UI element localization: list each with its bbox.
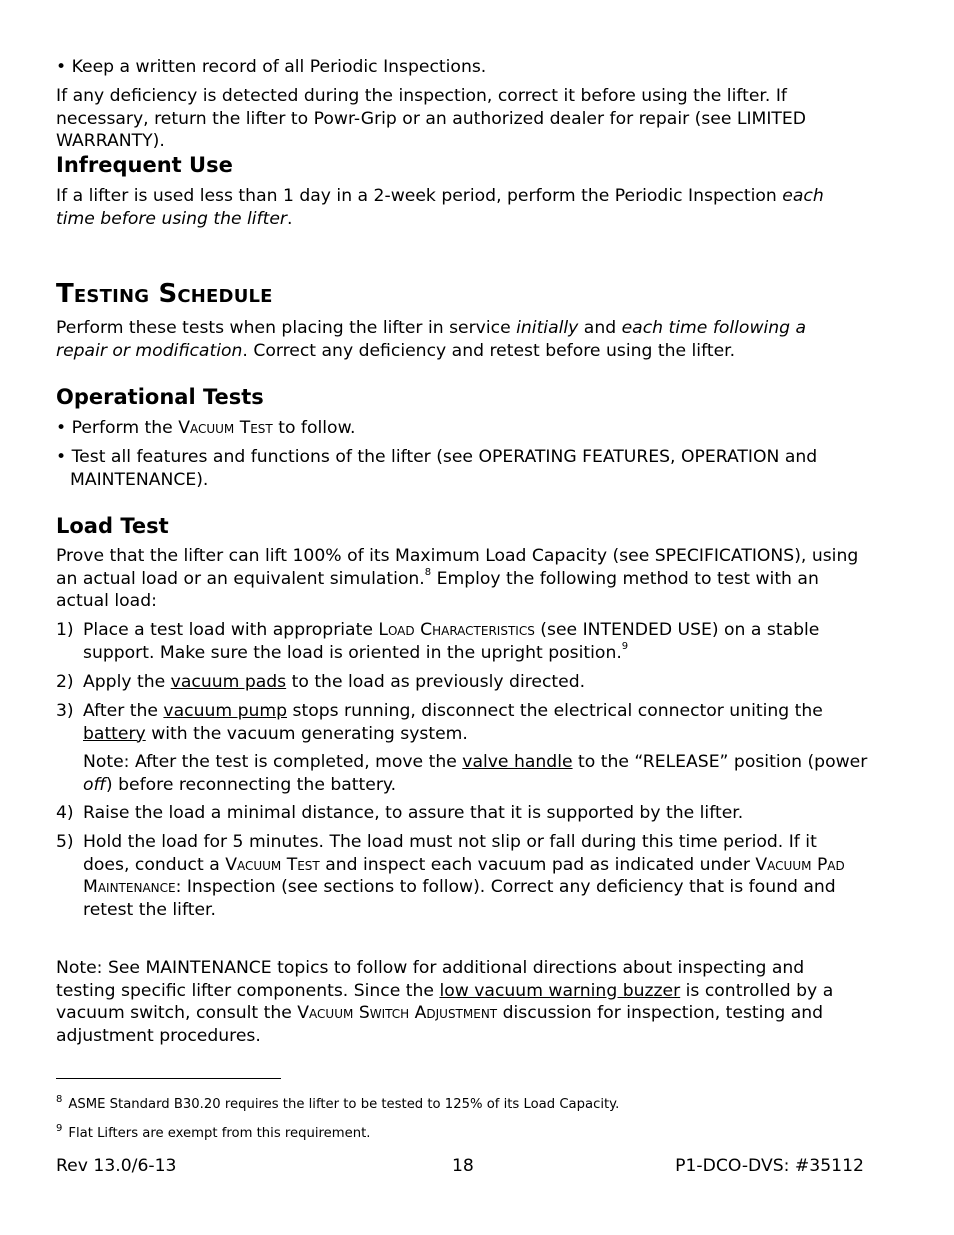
load-step-4: 4) Raise the load a minimal distance, to assure that it is supported by the lifter. bbox=[56, 803, 744, 823]
load-step-2: 2) Apply the vacuum pads to the load as previously directed. bbox=[56, 672, 586, 692]
low-vacuum-buzzer-link[interactable]: low vacuum warning buzzer bbox=[439, 980, 681, 1001]
valve-handle-link[interactable]: valve handle bbox=[462, 752, 573, 772]
infrequent-use-text: If a lifter is used less than 1 day in a 2-week period, perform the Periodic Inspection each time before using the lifter. bbox=[56, 186, 824, 229]
revision-label: Rev 13.0/6-13 bbox=[56, 1156, 177, 1176]
footnote-divider bbox=[56, 1078, 281, 1079]
maintenance-note: Note: See MAINTENANCE topics to follow for additional directions about inspecting and testing specific lifter components. Since the low vacuum warning buzzer is controlled by a vacuum switch, consult the Vacuum Switch Adjustment discussion for inspection, testing and adjustment procedures. bbox=[56, 958, 834, 1046]
load-step-5: 5) Hold the load for 5 minutes. The load must not slip or fall during this time period. If it does, conduct a Vacuum Test and inspect each vacuum pad as indicated under Vacuum Pad Maintenance: Inspection (see sections to follow). Correct any deficiency that is found and retest the lifter. bbox=[56, 832, 845, 920]
operational-tests-heading: Operational Tests bbox=[56, 385, 264, 409]
record-bullet: • Keep a written record of all Periodic Inspections. bbox=[56, 57, 487, 77]
operational-bullet-features: • Test all features and functions of the lifter (see OPERATING FEATURES, OPERATION and MAINTENANCE). bbox=[56, 447, 818, 490]
load-step-1: 1) Place a test load with appropriate Load Characteristics (see INTENDED USE) on a stable support. Make sure the load is oriented in the upright position.$^9$ bbox=[56, 620, 820, 663]
deficiency-paragraph: If any deficiency is detected during the inspection, correct it before using the lifter. If necessary, return the lifter to Powr-Grip or an authorized dealer for repair (see LIMITED WARRANTY). bbox=[56, 86, 807, 152]
testing-schedule-heading: Testing Schedule bbox=[56, 279, 273, 309]
load-step-3: 3) After the vacuum pump stops running, disconnect the electrical connector uniting the battery with the vacuum generating system. bbox=[56, 701, 823, 744]
load-test-heading: Load Test bbox=[56, 514, 169, 538]
testing-schedule-intro: Perform these tests when placing the lifter in service initially and each time following a repair or modification. Correct any deficiency and retest before using the lifter. bbox=[56, 318, 807, 361]
battery-link[interactable]: battery bbox=[83, 723, 146, 744]
document-number: P1-DCO-DVS: #35112 bbox=[675, 1156, 864, 1176]
footnote-8: $^8$ ASME Standard B30.20 requires the lifter to be tested to 125% of its Load Capacity. bbox=[56, 1094, 620, 1112]
load-test-intro: Prove that the lifter can lift 100% of its Maximum Load Capacity (see SPECIFICATIONS), using an actual load or an equivalent simulation.$^8$ Employ the following method to test with an actual load: bbox=[56, 546, 859, 612]
vacuum-pads-link[interactable]: vacuum pads bbox=[170, 672, 287, 692]
vacuum-pump-link[interactable]: vacuum pump bbox=[163, 701, 288, 721]
operational-bullet-vacuum: • Perform the Vacuum Test to follow. bbox=[56, 418, 356, 438]
footnote-9: $^9$ Flat Lifters are exempt from this requirement. bbox=[56, 1123, 371, 1141]
load-step-3-note: Note: After the test is completed, move the valve handle to the “RELEASE” position (power off) before reconnecting the battery. bbox=[83, 752, 868, 795]
infrequent-use-heading: Infrequent Use bbox=[56, 153, 233, 177]
page-number: 18 bbox=[452, 1156, 474, 1176]
